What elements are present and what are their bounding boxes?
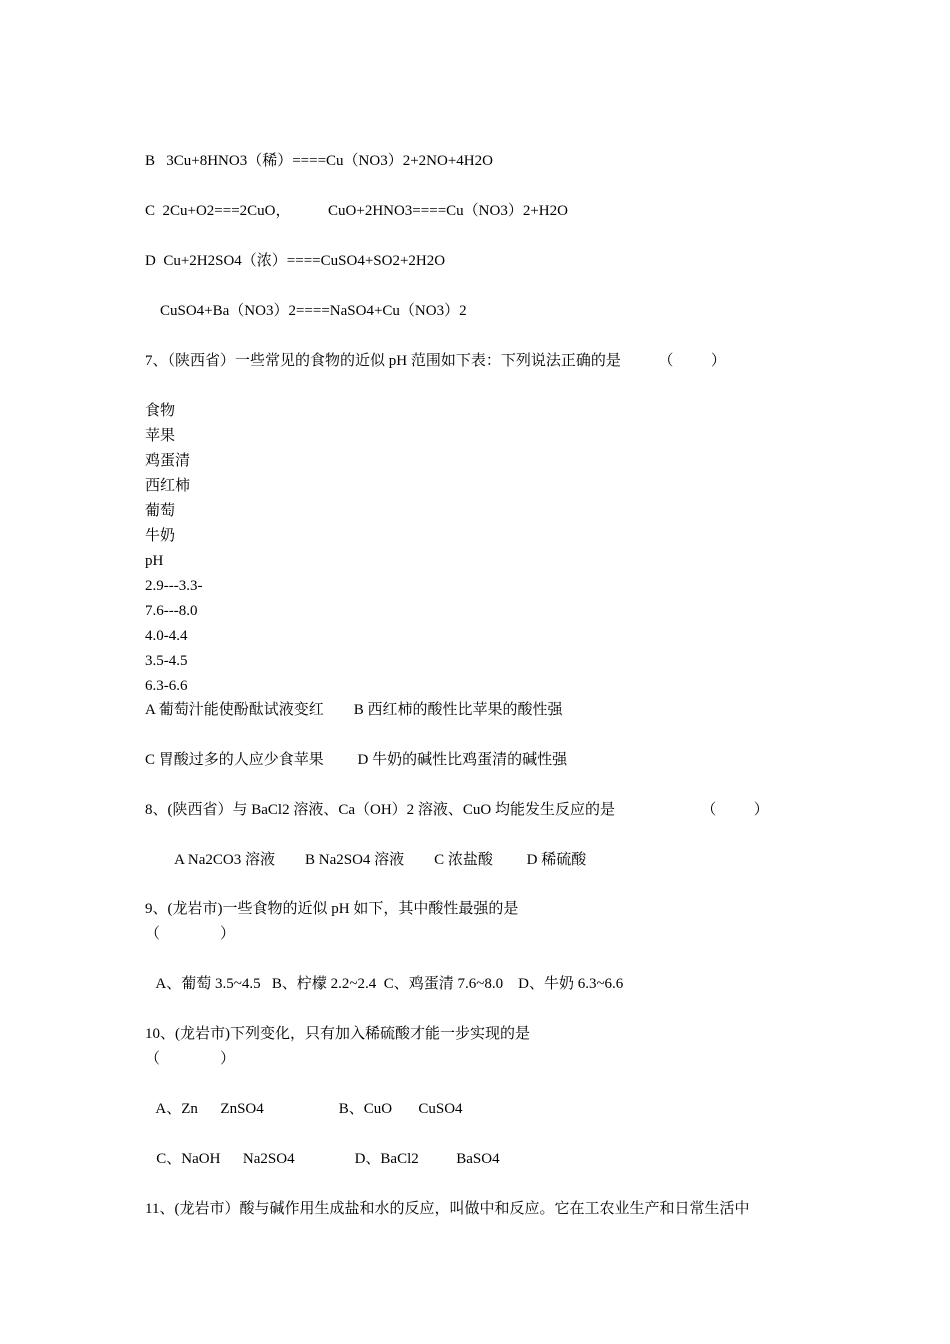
question-10: 10、(龙岩市)下列变化，只有加入稀硫酸才能一步实现的是 [145, 1026, 530, 1042]
table-cell: 苹果 [145, 428, 176, 444]
table-cell: 牛奶 [145, 528, 176, 544]
option-d-line-2: CuSO4+Ba（NO3）2====NaSO4+Cu（NO3）2 [145, 303, 467, 319]
question-8: 8、(陕西省）与 BaCl2 溶液、Ca（OH）2 溶液、CuO 均能发生反应的是 （ ） [145, 802, 769, 818]
q8-options: A Na2CO3 溶液 B Na2SO4 溶液 C 浓盐酸 D 稀硫酸 [145, 852, 587, 868]
table-cell: 3.5-4.5 [145, 653, 188, 669]
q10-options-ab: A、Zn ZnSO4 B、CuO CuSO4 [145, 1101, 463, 1117]
option-c-line: C 2Cu+O2===2CuO， CuO+2HNO3====Cu（NO3）2+H2O [145, 203, 568, 219]
table-cell: 西红柿 [145, 478, 191, 494]
table-cell: 食物 [145, 403, 176, 419]
q7-options-ab: A 葡萄汁能使酚酞试液变红 B 西红柿的酸性比苹果的酸性强 [145, 702, 563, 718]
table-cell: 2.9---3.3- [145, 578, 203, 594]
table-cell: 6.3-6.6 [145, 678, 188, 694]
q9-answer-bracket: （ ） [145, 926, 236, 942]
table-cell: 葡萄 [145, 503, 176, 519]
table-cell: 7.6---8.0 [145, 603, 198, 619]
question-11: 11、(龙岩市）酸与碱作用生成盐和水的反应，叫做中和反应。它在工农业生产和日常生活中 [145, 1201, 750, 1217]
option-b-line: B 3Cu+8HNO3（稀）====Cu（NO3）2+2NO+4H2O [145, 153, 493, 169]
question-7: 7、（陕西省）一些常见的食物的近似 pH 范围如下表：下列说法正确的是 （ ） [145, 353, 726, 369]
question-9: 9、(龙岩市)一些食物的近似 pH 如下，其中酸性最强的是 [145, 901, 519, 917]
q7-options-cd: C 胃酸过多的人应少食苹果 D 牛奶的碱性比鸡蛋清的碱性强 [145, 752, 568, 768]
option-d-line: D Cu+2H2SO4（浓）====CuSO4+SO2+2H2O [145, 253, 446, 269]
q10-options-cd: C、NaOH Na2SO4 D、BaCl2 BaSO4 [145, 1151, 500, 1167]
q10-answer-bracket: （ ） [145, 1051, 236, 1067]
q9-options: A、葡萄 3.5~4.5 B、柠檬 2.2~2.4 C、鸡蛋清 7.6~8.0 D、牛奶 6.3~6.6 [145, 976, 624, 992]
table-cell: pH [145, 553, 164, 569]
table-cell: 鸡蛋清 [145, 453, 191, 469]
table-cell: 4.0-4.4 [145, 628, 188, 644]
